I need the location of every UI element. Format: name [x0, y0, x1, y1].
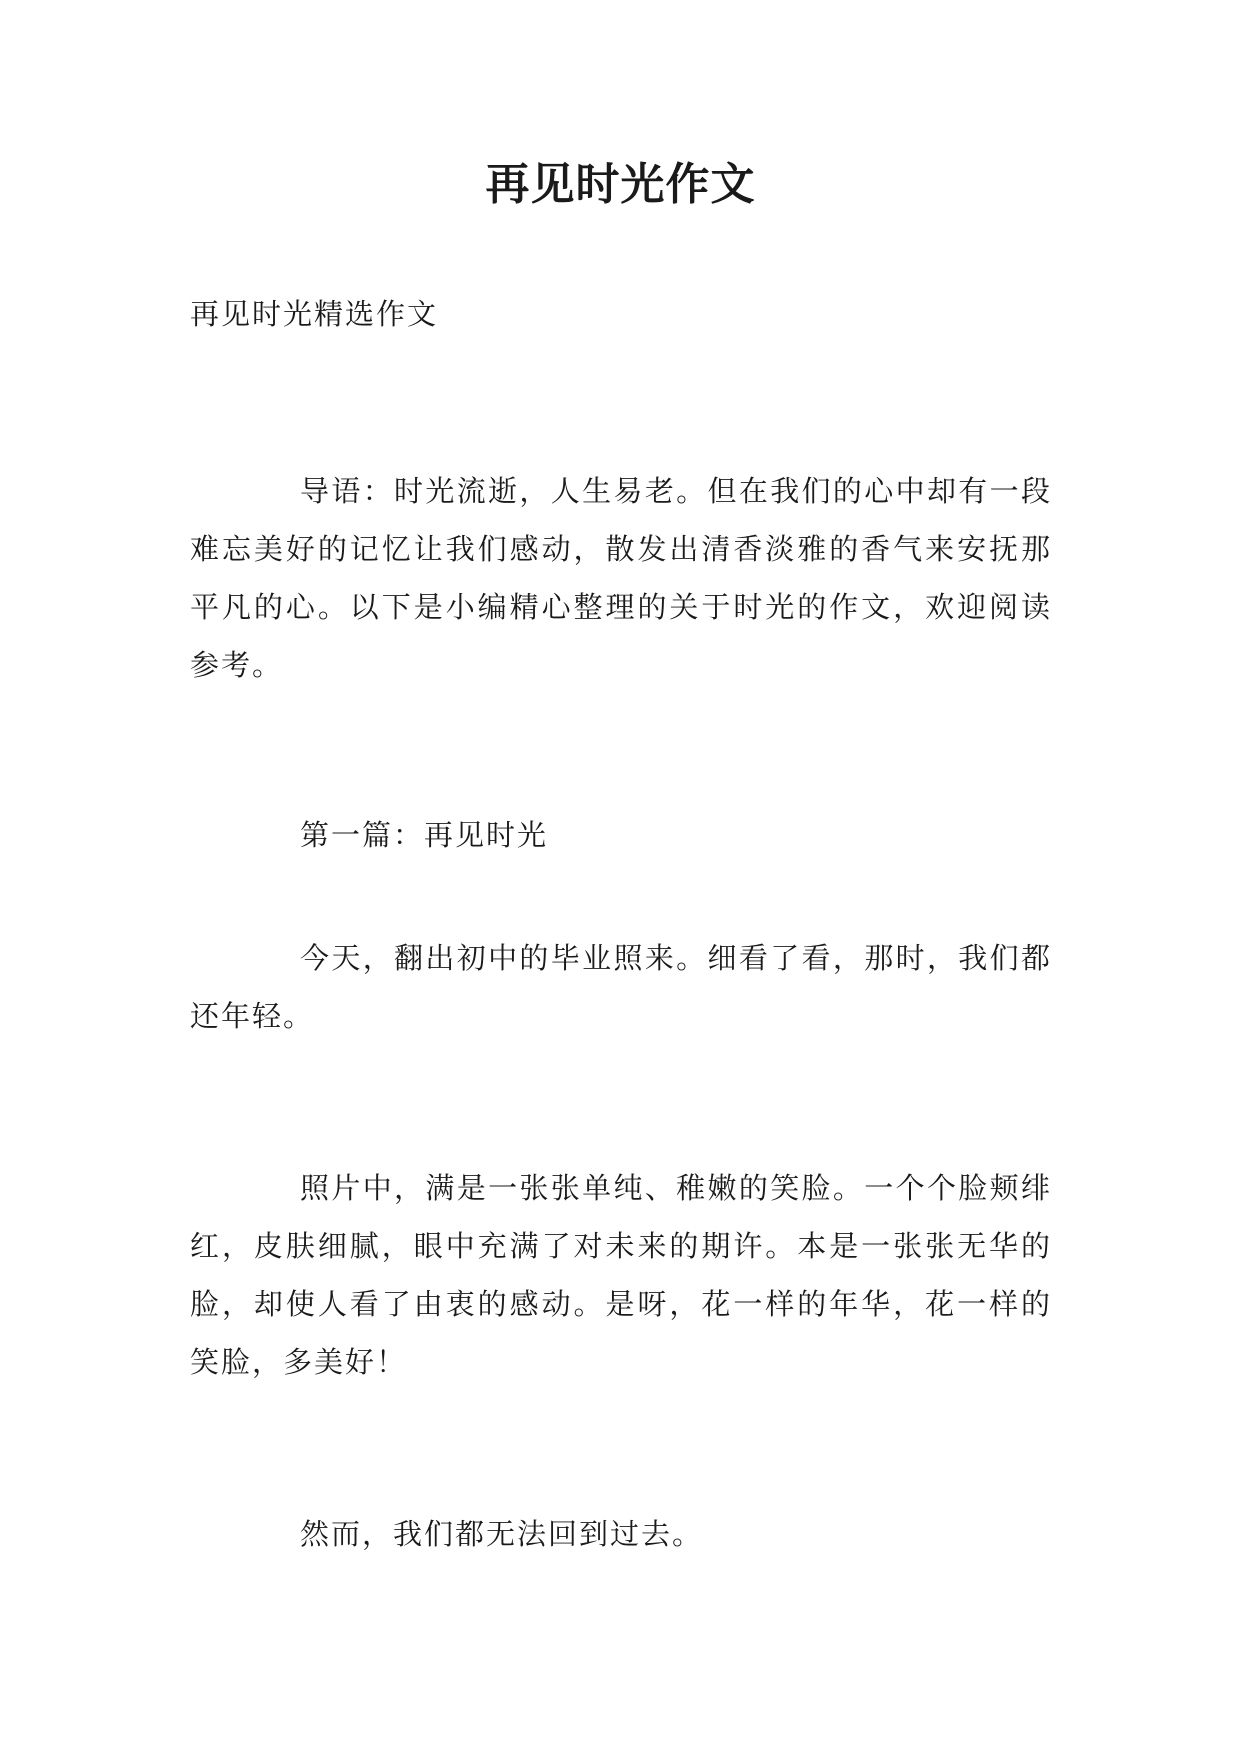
paragraph-intro: 导语：时光流逝，人生易老。但在我们的心中却有一段难忘美好的记忆让我们感动，散发出清香淡雅的香气来安抚那平凡的心。以下是小编精心整理的关于时光的作文，欢迎阅读参考。	[190, 474, 1052, 682]
document-subtitle: 再见时光精选作文	[190, 297, 439, 331]
section-heading: 第一篇：再见时光	[300, 818, 549, 852]
document-title: 再见时光作文	[485, 159, 756, 210]
paragraph-photo: 照片中，满是一张张单纯、稚嫩的笑脸。一个个脸颊绯红，皮肤细腻，眼中充满了对未来的期许。本是一张张无华的脸，却使人看了由衷的感动。是呀，花一样的年华，花一样的笑脸，多美好！	[190, 1171, 1052, 1379]
paragraph-today: 今天，翻出初中的毕业照来。细看了看，那时，我们都还年轻。	[190, 941, 1052, 1033]
paragraph-however: 然而，我们都无法回到过去。	[300, 1517, 704, 1551]
